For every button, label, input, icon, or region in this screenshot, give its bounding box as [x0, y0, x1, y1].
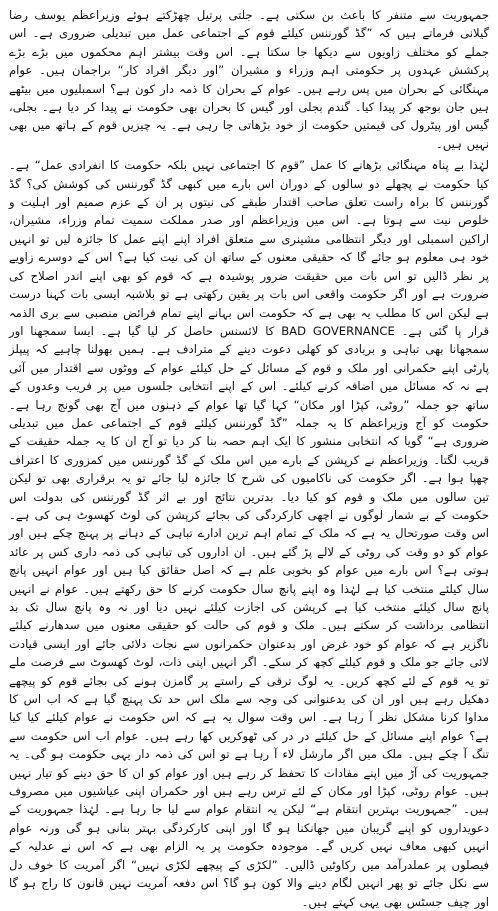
article-paragraph-1: جمہوریت سے متنفر کا باعث بن سکتی ہے۔ جلتی پرتیل چھڑکتے ہوئے وزیراعظم یوسف رضا گیلانی فرماتے ہیں کہ ”گڈ گورننس کیلئے قوم کے اجتماعی عمل میں تبدیلی ضروری ہے۔ اس جملے کو مختلف زاویوں سے دیکھا جا سکتا ہے۔ اس وقت بیشتر اہم محکموں میں بڑے بڑے پرکشش عہدوں پر حکومتی اہم وزراء و مشیران ”اور دیگر افراد کار“ براجمان ہیں۔ عوام مہنگائی کے بحران میں پس رہے ہیں۔ عوام کے بحران کا ذمہ دار کون ہے؟ اسمبلیوں میں بیٹھے ہیں جان بوجھ کر پیدا کیا۔ گندم بجلی اور گیس کا بحران بھی حکومت نے پیدا کر دیا ہے۔ بجلی، گیس اور پیٹرول کی قیمتیں حکومت از خود بڑھاتی جا رہی ہے۔ یہ چیزیں قوم کے ہاتھ میں بھی نہیں ہیں۔: [9, 8, 489, 151]
article-paragraph-2: لہٰذا بے پناہ مہنگائی بڑھانے کا عمل ”قوم کا اجتماعی نہیں بلکہ حکومت کا انفرادی عمل“ ہے۔ کیا حکومت نے پچھلے دو سالوں کے دوران اس بارے میں کبھی گڈ گورننس کی کوشش کی؟ گڈ گورننس کا براہ راست تعلق صاحب اقتدار طبقے کی نیتوں پر ان کے عزم صمیم اور اہلیت و خلوص نیت سے ہوتا ہے۔ اس میں وزیراعظم اور صدر مملکت سمیت تمام وزراء، مشیران، اراکین اسمبلی اور دیگر انتظامی مشینری سے متعلق افراد اپنے اپنے عمل کا جائزہ لیں تو انہیں خود ہی معلوم ہو جائے گا کہ حقیقی معنوں کے ساتھ ان کی نیت کیا ہے؟ اس کے دوسرے زاویے پر نظر ڈالیں تو اس بات میں حقیقت ضرور پوشیدہ ہے کہ قوم کو بھی اپنے اندر اصلاح کی ضرورت ہے اور اگر حکومت واقعی اس بات پر یقین رکھتی ہے تو بلاشبہ ایسی بات کہنا درست ہے لیکن اس کا مطلب یہ بھی ہے کہ حکومت اس بہانے اپنے تمام فرائض منصبی سے بری الذمہ قرار پا گئی ہے۔ BAD GOVERNANCE کا لائسنس حاصل کر لیا گیا ہے۔ ایسا سمجھنا اور سمجھانا بھی تباہی و بربادی کو کھلی دعوت دینے کے مترادف ہے۔ ہمیں بھولنا چاہیے کہ پیپلز پارٹی اپنے حکمرانی اور ملک و قوم کے مسائل کے حل کیلئے عوام کے ووٹوں سے اقتدار میں آئی ہے نہ کہ مسائل میں اضافہ کرنے کیلئے۔ اس کے اپنے انتخابی جلسوں میں پر فریب وعدوں کے ساتھ جو جملہ ”روٹی، کپڑا اور مکان“ کہا گیا تھا عوام کے ذہنوں میں آج بھی گونج رہا ہے۔ حکومت کو آج وزیراعظم کا یہ جملہ ”گڈ گورننس کیلئے قوم کے اجتماعی عمل میں تبدیلی ضروری ہے“ گویا کہ انتخابی منشور کا ایک اہم حصہ بنا کر دیا تو آج ان کا یہ جملہ حقیقت کے قریب لگتا۔ وزیراعظم نے کرپشن کے بارے میں اس ملک کے گڈ گورننس میں کمزوری کا اعتراف چھپا ہوا ہے۔ اگر حکومت کی ناکامیوں کی شرح کا جائزہ لیا جائے تو یہ برقراری بھی تو لیکن تین سالوں میں ملک و قوم کو کیا دیا۔ بدترین نتائج اور بے اثر گڈ گورننس کی بدولت اس حکومت کے بے شمار لوگوں نے اچھی کارکردگی کی بجائے کرپشن کی لوٹ کھسوٹ ہی کی ہے۔ اس وقت صورتحال یہ ہے کہ ملک کے تمام اہم ترین ادارے تباہی کے دہانے پر پہنچ چکے ہیں اور عوام کو دو وقت کی روٹی کے لالے پڑ گئے ہیں۔ ان اداروں کی تباہی کی ذمہ داری کس پر عائد ہوتی ہے؟ اس بارے میں عوام کو بخوبی علم ہے کہ اصل حقائق کیا ہیں اور عوام انہیں پانچ سال کیلئے منتخب کیا ہے لہٰذا وہ اپنے پانچ سال حکومت کرنے کا حق رکھتے ہیں۔ عوام نے انہیں پانچ سال کیلئے منتخب کیا ہے کرپشن کی اجازت کیلئے نہیں دیا اور نہ وہ پانچ سال تک بد انتظامی برداشت کر سکتے ہیں۔ ملک و قوم کی حالت کو حقیقی معنوں میں سدھارنے کیلئے ناگزیر ہے کہ عوام کو خود غرض اور بدعنوان حکمرانوں سے نجات دلائی جائے اور ایسی قیادت لائی جائے جو ملک و قوم کیلئے کچھ کر سکے۔ اگر انہیں اپنی ذات، لوٹ کھسوٹ سے فرصت ملے تو یہ قوم کے لئے کچھ کریں۔ یہ لوگ ترقی کے راستے پر گامزن ہونے کی بجائے قوم کو پیچھے دھکیل رہے ہیں اور ان کی بدعنوانی کی وجہ سے ملک اس حد تک پہنچ گیا ہے کہ اب اس کا مداوا کرنا مشکل نظر آ رہا ہے۔ اس وقت سوال یہ ہے کہ اس حکومت نے عوام کیلئے کیا کیا ہے؟ عوام اپنے مسائل کے حل کیلئے در در کی ٹھوکریں کھا رہے ہیں۔ عوام اب اس حکومت سے تنگ آ چکے ہیں۔ ملک میں اگر مارشل لاء آ رہا ہے تو اس کی ذمہ دار یہی حکومت ہو گی۔ یہ جمہوریت کی آڑ میں اپنے مفادات کا تحفظ کر رہے ہیں اور عوام کو ان کا حق دینے کو تیار نہیں ہیں۔ عوام روٹی، کپڑا اور مکان کے لئے ترس رہے ہیں اور حکمران اپنی عیاشیوں میں مصروف ہیں۔ ”جمہوریت بہترین انتقام ہے“ لیکن یہ انتقام عوام سے لیا جا رہا ہے۔ لہٰذا جمہوریت کے دعویداروں کو اپنے گریبان میں جھانکنا ہو گا اور اپنی کارکردگی بہتر بنانی ہو گی ورنہ عوام انہیں کبھی معاف نہیں کریں گے۔ موجودہ حکومت پر یہ الزام بھی ہے کہ اس نے عدلیہ کے فیصلوں پر عملدرآمد میں رکاوٹیں ڈالیں۔ ”لکڑی کے پیچھے لکڑی نہیں“ اگر آمریت کا خوف دل سے نکل جائے تو پھر انہیں لگام دینے والا کون ہو گا؟ اس دفعہ آمریت نہیں قانون کا راج ہو گا اور چیف جسٹس بھی یہی کہتے ہیں۔: [9, 158, 489, 909]
